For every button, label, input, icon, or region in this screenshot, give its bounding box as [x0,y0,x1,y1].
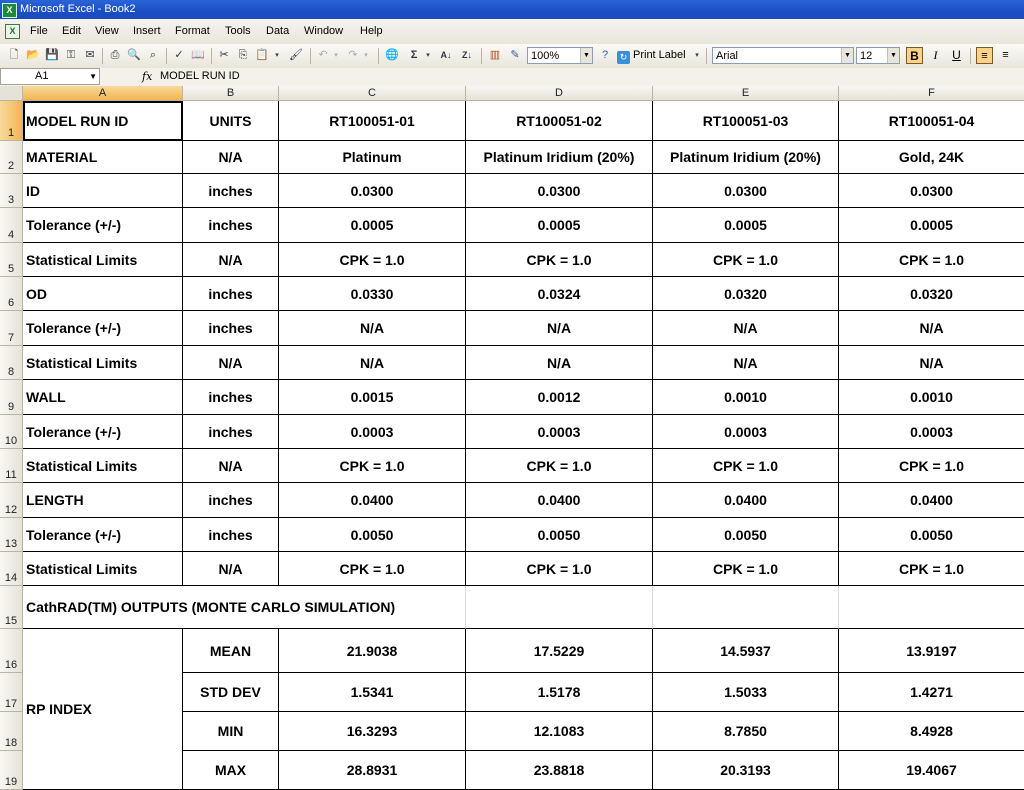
title-bar [0,0,1024,19]
table-cell[interactable]: 0.0003 [653,415,839,449]
column-header-c[interactable]: C [279,86,466,101]
menu-window[interactable]: Window [304,25,344,37]
toolbar-separator [481,48,482,64]
toolbar-separator [706,48,707,64]
column-header-e[interactable]: E [653,86,839,101]
formula-input[interactable]: MODEL RUN ID [160,70,240,82]
column-header-b[interactable]: B [183,86,279,101]
font-size-value: 12 [860,50,873,62]
table-cell[interactable]: N/A [183,141,279,174]
column-header-f[interactable]: F [839,86,1024,101]
row-header-6[interactable] [0,277,23,311]
row-header-9[interactable] [0,380,23,415]
print-preview-icon[interactable]: 🔍 [127,49,141,61]
hyperlink-icon[interactable]: 🌐 [385,49,399,61]
name-box[interactable] [0,68,100,85]
row-header-label: 6 [7,297,15,309]
column-header-d[interactable]: D [466,86,653,101]
table-cell[interactable]: inches [183,174,279,208]
row-label-cell[interactable]: MODEL RUN ID [23,101,183,141]
row-header-8[interactable] [0,346,23,380]
table-cell[interactable]: 0.0003 [466,415,653,449]
row-header-label: 13 [4,538,18,550]
table-cell[interactable]: CPK = 1.0 [839,552,1024,586]
table-cell[interactable]: 16.3293 [279,712,466,751]
row-header-4[interactable] [0,208,23,243]
autosum-dropdown-icon[interactable]: ▾ [426,52,430,59]
empty-cell[interactable] [839,586,1024,629]
column-header-a[interactable]: A [23,86,183,101]
print-label-button[interactable] [617,47,686,64]
stat-label-cell[interactable]: MEAN [183,629,279,673]
table-cell[interactable]: CPK = 1.0 [653,449,839,483]
row-label-cell[interactable]: LENGTH [23,483,183,518]
table-cell[interactable]: 20.3193 [653,751,839,790]
window-title: Microsoft Excel - Book2 [20,3,136,15]
table-cell[interactable]: 0.0400 [279,483,466,518]
align-left-icon[interactable]: ≡ [976,47,993,64]
row-header-label: 11 [5,469,17,481]
table-cell[interactable]: N/A [183,552,279,586]
row-label-cell[interactable]: Statistical Limits [23,346,183,380]
select-all-button[interactable] [0,86,23,101]
table-cell[interactable]: 0.0400 [466,483,653,518]
table-cell[interactable]: N/A [653,346,839,380]
row-header-label: 7 [7,332,15,344]
row-label-cell[interactable]: Tolerance (+/-) [23,518,183,552]
formula-bar [0,68,1024,87]
toolbar-separator [211,48,212,64]
table-cell[interactable]: Gold, 24K [839,141,1024,174]
menu-help[interactable]: Help [360,25,383,37]
bold-button[interactable]: B [906,47,923,64]
function-icon[interactable]: fx [142,70,153,83]
table-cell[interactable]: 0.0003 [839,415,1024,449]
row-header-1[interactable] [0,101,23,141]
menu-tools[interactable]: Tools [225,25,251,37]
table-cell[interactable]: CPK = 1.0 [279,243,466,277]
zoom-value: 100% [531,50,560,62]
table-cell[interactable]: 23.8818 [466,751,653,790]
menu-edit[interactable]: Edit [62,25,81,37]
save-icon[interactable]: 💾 [45,49,59,61]
new-icon[interactable]: 🗋 [9,49,19,61]
row-label-cell[interactable]: WALL [23,380,183,415]
table-cell[interactable]: 0.0050 [466,518,653,552]
row-header-17[interactable] [0,673,23,712]
table-cell[interactable]: inches [183,380,279,415]
row-header-label: 17 [4,698,18,710]
spelling-icon[interactable]: ✓ [174,49,184,61]
menu-insert[interactable]: Insert [133,25,161,37]
row-header-label: 3 [7,194,15,206]
worksheet-grid [0,86,1024,788]
table-cell[interactable]: RT100051-03 [653,101,839,141]
print-icon[interactable]: ⎙ [110,49,120,61]
table-cell[interactable]: 0.0010 [839,380,1024,415]
row-header-5[interactable] [0,243,23,277]
italic-button[interactable]: I [933,48,938,62]
table-cell[interactable]: CPK = 1.0 [279,449,466,483]
print-label-icon: ↻ [617,51,630,64]
print-label-text: Print Label [633,49,686,61]
row-header-3[interactable] [0,174,23,208]
toolbar-separator [378,48,379,64]
table-cell[interactable]: 0.0005 [279,208,466,243]
table-cell[interactable]: inches [183,483,279,518]
row-label-cell[interactable]: Tolerance (+/-) [23,208,183,243]
row-header-11[interactable] [0,449,23,483]
table-cell[interactable]: CPK = 1.0 [279,552,466,586]
open-icon[interactable]: 📂 [26,49,40,61]
table-cell[interactable]: N/A [183,449,279,483]
table-cell[interactable]: N/A [466,346,653,380]
row-header-label: 15 [4,615,18,627]
table-cell[interactable]: 0.0300 [466,174,653,208]
table-cell[interactable]: Platinum Iridium (20%) [466,141,653,174]
undo-dropdown-icon[interactable]: ▾ [334,52,338,59]
email-icon[interactable]: ✉ [85,49,95,61]
table-cell[interactable]: inches [183,277,279,311]
table-cell[interactable]: CPK = 1.0 [466,552,653,586]
autosum-icon[interactable]: Σ [410,49,418,61]
table-cell[interactable]: 0.0300 [653,174,839,208]
copy-icon[interactable]: ⎘ [238,49,248,61]
table-cell[interactable]: 1.5178 [466,673,653,712]
row-label-cell[interactable]: OD [23,277,183,311]
row-label-cell[interactable]: ID [23,174,183,208]
drawing-icon[interactable]: ✎ [510,49,520,61]
table-cell[interactable]: 0.0005 [839,208,1024,243]
row-header-18[interactable] [0,712,23,751]
chevron-down-icon[interactable]: ▼ [89,72,97,81]
research-book-icon[interactable]: 📖 [191,49,205,61]
format-painter-icon[interactable]: 🖌 [289,49,303,61]
row-label-cell[interactable]: Statistical Limits [23,449,183,483]
table-cell[interactable]: 17.5229 [466,629,653,673]
row-label-cell[interactable]: Tolerance (+/-) [23,311,183,346]
empty-cell[interactable] [466,586,653,629]
excel-icon[interactable]: X [2,3,17,18]
workbook-icon[interactable]: X [5,24,20,39]
row-header-15[interactable] [0,586,23,629]
table-cell[interactable]: N/A [839,346,1024,380]
row-header-2[interactable] [0,141,23,174]
table-cell[interactable]: 0.0010 [653,380,839,415]
row-header-label: 18 [4,737,18,749]
chevron-down-icon[interactable]: ▼ [887,48,899,63]
table-cell[interactable]: inches [183,415,279,449]
research-icon[interactable]: ⌕ [149,49,157,61]
toolbar-separator [166,48,167,64]
row-header-label: 4 [7,229,15,241]
permission-icon[interactable]: ⚿ [66,49,76,61]
toolbar-separator [310,48,311,64]
chevron-down-icon[interactable]: ▼ [580,48,592,63]
font-name-value: Arial [716,50,739,62]
row-header-label: 1 [7,127,15,139]
table-cell[interactable]: 28.8931 [279,751,466,790]
chart-wizard-icon[interactable]: ▥ [489,49,501,61]
menu-bar [0,19,1024,45]
table-cell[interactable]: 1.5033 [653,673,839,712]
table-cell[interactable]: 0.0050 [653,518,839,552]
table-cell[interactable]: CPK = 1.0 [653,552,839,586]
table-cell[interactable]: 0.0015 [279,380,466,415]
table-cell[interactable]: N/A [279,346,466,380]
toolbar-separator [970,48,971,64]
toolbar [0,44,1024,69]
table-cell[interactable]: 0.0300 [279,174,466,208]
row-label-cell[interactable]: Statistical Limits [23,552,183,586]
table-cell[interactable]: 0.0005 [653,208,839,243]
table-cell[interactable]: CPK = 1.0 [466,449,653,483]
sort-ascending-icon[interactable]: A↓ [440,50,452,60]
align-center-icon[interactable]: ≡ [1002,49,1009,61]
menu-data[interactable]: Data [266,25,290,37]
table-cell[interactable]: 0.0330 [279,277,466,311]
table-cell[interactable]: 0.0012 [466,380,653,415]
table-cell[interactable]: inches [183,208,279,243]
menu-view[interactable]: View [95,25,119,37]
row-header-label: 19 [4,776,18,788]
row-header-label: 5 [7,263,15,275]
redo-icon[interactable]: ↷ [348,49,358,61]
table-cell[interactable]: UNITS [183,101,279,141]
row-header-label: 2 [7,160,15,172]
stat-label-cell[interactable]: MIN [183,712,279,751]
row-header-16[interactable] [0,629,23,673]
name-box-value: A1 [35,70,49,82]
menu-file[interactable]: File [30,25,48,37]
table-cell[interactable]: N/A [183,243,279,277]
row-label-cell[interactable]: Statistical Limits [23,243,183,277]
table-cell[interactable]: 0.0050 [279,518,466,552]
section-title-cell[interactable]: CathRAD(TM) OUTPUTS (MONTE CARLO SIMULATION) [23,586,466,629]
table-cell[interactable]: 0.0400 [839,483,1024,518]
help-icon[interactable]: ? [601,49,609,61]
table-cell[interactable]: RT100051-01 [279,101,466,141]
table-cell[interactable]: 19.4067 [839,751,1024,790]
table-cell[interactable]: Platinum [279,141,466,174]
menu-format[interactable]: Format [175,25,210,37]
table-cell[interactable]: 21.9038 [279,629,466,673]
font-name-select[interactable] [712,47,854,64]
table-cell[interactable]: N/A [653,311,839,346]
toolbar-options-icon[interactable]: ▾ [695,52,699,59]
table-cell[interactable]: CPK = 1.0 [466,243,653,277]
row-header-10[interactable] [0,415,23,449]
table-cell[interactable]: CPK = 1.0 [653,243,839,277]
table-cell[interactable]: 8.4928 [839,712,1024,751]
table-cell[interactable]: 1.5341 [279,673,466,712]
row-header-12[interactable] [0,483,23,518]
table-cell[interactable]: 0.0400 [653,483,839,518]
font-size-select[interactable] [856,47,900,64]
row-header-label: 8 [7,366,15,378]
table-cell[interactable]: 0.0300 [839,174,1024,208]
toolbar-separator [102,48,103,64]
sort-descending-icon[interactable]: Z↓ [462,50,472,60]
row-label-cell[interactable]: MATERIAL [23,141,183,174]
row-header-label: 16 [4,659,18,671]
table-cell[interactable]: 13.9197 [839,629,1024,673]
table-cell[interactable]: 0.0050 [839,518,1024,552]
undo-icon[interactable]: ↶ [318,49,328,61]
table-cell[interactable]: 0.0003 [279,415,466,449]
row-header-label: 14 [4,572,18,584]
table-cell[interactable]: 0.0320 [653,277,839,311]
row-header-label: 9 [7,401,15,413]
table-cell[interactable]: 8.7850 [653,712,839,751]
table-cell[interactable]: inches [183,518,279,552]
stat-label-cell[interactable]: STD DEV [183,673,279,712]
row-header-14[interactable] [0,552,23,586]
table-cell[interactable]: CPK = 1.0 [839,243,1024,277]
cut-icon[interactable]: ✂ [219,49,229,61]
paste-icon[interactable]: 📋 [255,49,269,61]
row-header-13[interactable] [0,518,23,552]
row-header-7[interactable] [0,311,23,346]
empty-cell[interactable] [653,586,839,629]
row-header-label: 12 [4,504,18,516]
zoom-select[interactable] [527,47,593,64]
row-header-19[interactable] [0,751,23,790]
stat-label-cell[interactable]: MAX [183,751,279,790]
table-cell[interactable]: 1.4271 [839,673,1024,712]
table-cell[interactable]: 12.1083 [466,712,653,751]
table-cell[interactable]: RT100051-02 [466,101,653,141]
rp-index-label-cell[interactable]: RP INDEX [23,629,183,790]
table-cell[interactable]: RT100051-04 [839,101,1024,141]
underline-button[interactable]: U [952,48,961,62]
table-cell[interactable]: N/A [183,346,279,380]
row-header-label: 10 [4,435,18,447]
table-cell[interactable]: 0.0005 [466,208,653,243]
chevron-down-icon[interactable]: ▼ [841,48,853,63]
row-label-cell[interactable]: Tolerance (+/-) [23,415,183,449]
table-cell[interactable]: 14.5937 [653,629,839,673]
table-cell[interactable]: 0.0324 [466,277,653,311]
paste-dropdown-icon[interactable]: ▾ [275,52,279,59]
table-cell[interactable]: CPK = 1.0 [839,449,1024,483]
table-cell[interactable]: N/A [839,311,1024,346]
table-cell[interactable]: 0.0320 [839,277,1024,311]
redo-dropdown-icon[interactable]: ▾ [364,52,368,59]
table-cell[interactable]: Platinum Iridium (20%) [653,141,839,174]
table-cell[interactable]: N/A [466,311,653,346]
table-cell[interactable]: inches [183,311,279,346]
table-cell[interactable]: N/A [279,311,466,346]
